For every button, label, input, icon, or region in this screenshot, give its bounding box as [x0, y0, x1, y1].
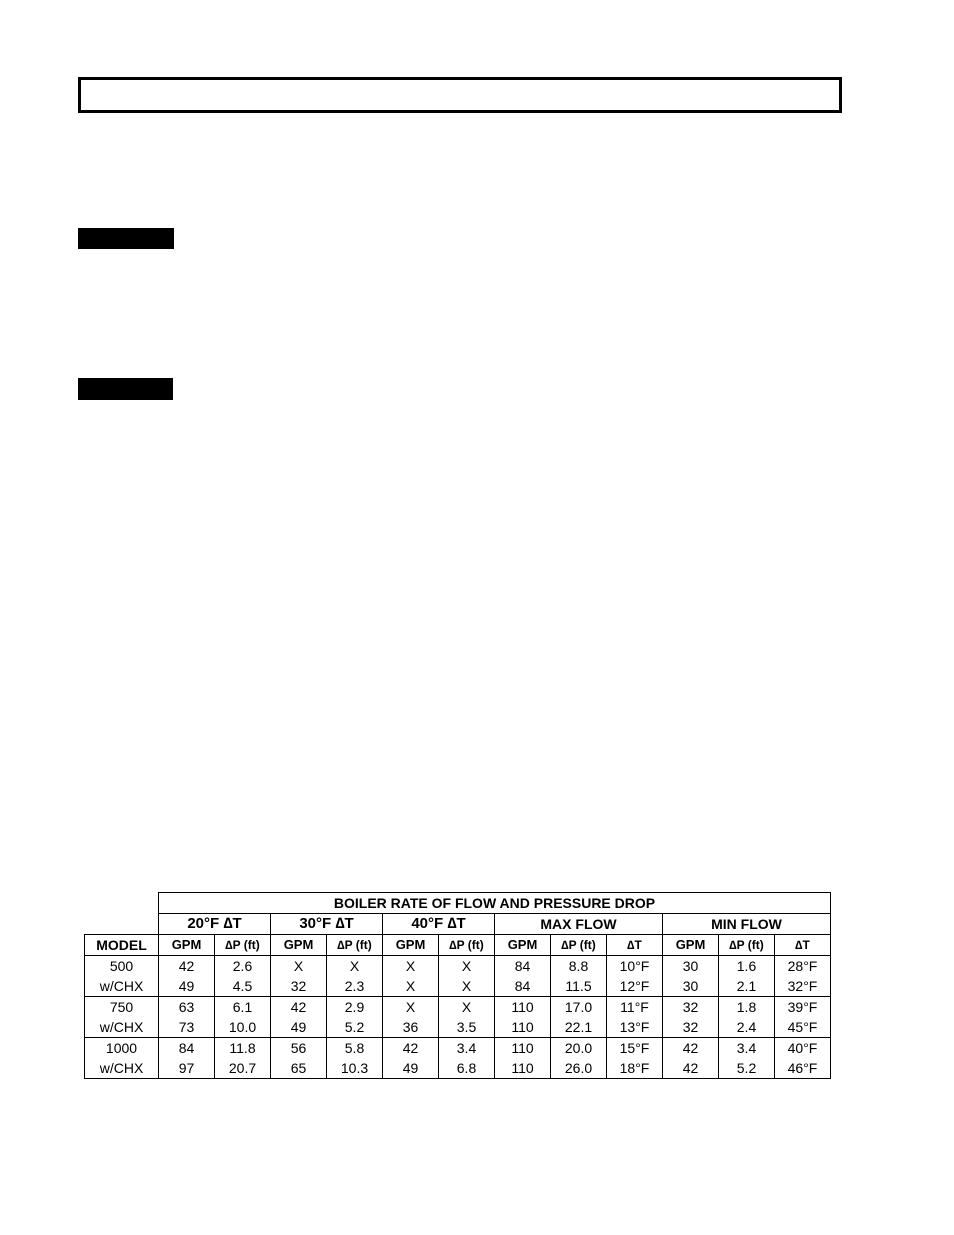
table-cell: 5.2	[327, 1017, 383, 1038]
table-cell: 42	[159, 956, 215, 977]
column-header-row	[85, 935, 831, 956]
table-cell: 18°F	[607, 1058, 663, 1079]
group-header-min-flow: MIN FLOW	[663, 914, 831, 935]
column-header-model: MODEL	[85, 935, 159, 956]
column-header: GPM	[495, 935, 551, 956]
table-cell: 12°F	[607, 976, 663, 997]
table-cell: 2.6	[215, 956, 271, 977]
table-title: BOILER RATE OF FLOW AND PRESSURE DROP	[159, 893, 831, 914]
table-row	[85, 1058, 831, 1079]
table-cell: X	[271, 956, 327, 977]
table-cell: 10.3	[327, 1058, 383, 1079]
table-cell: X	[383, 976, 439, 997]
table-cell: 17.0	[551, 997, 607, 1018]
section-heading-bar-2	[78, 378, 173, 400]
table-cell: 6.8	[439, 1058, 495, 1079]
table-cell: 2.9	[327, 997, 383, 1018]
model-cell: w/CHX	[85, 1058, 159, 1079]
table-cell: 56	[271, 1038, 327, 1059]
table-cell: 32	[271, 976, 327, 997]
table-corner-2	[85, 914, 159, 935]
table-cell: 84	[159, 1038, 215, 1059]
table-cell: 3.5	[439, 1017, 495, 1038]
model-cell: 1000	[85, 1038, 159, 1059]
group-header-row	[85, 914, 831, 935]
table-cell: X	[439, 956, 495, 977]
group-header-40f: 40°F ∆T	[383, 914, 495, 935]
column-header: ∆P (ft)	[719, 935, 775, 956]
table-row	[85, 997, 831, 1018]
table-cell: 30	[663, 976, 719, 997]
table-cell: X	[327, 956, 383, 977]
table-cell: 11.8	[215, 1038, 271, 1059]
table-cell: 63	[159, 997, 215, 1018]
column-header: GPM	[663, 935, 719, 956]
table-cell: 15°F	[607, 1038, 663, 1059]
table-cell: 28°F	[775, 956, 831, 977]
table-cell: 46°F	[775, 1058, 831, 1079]
table-cell: 8.8	[551, 956, 607, 977]
table-cell: 6.1	[215, 997, 271, 1018]
column-header: ∆T	[775, 935, 831, 956]
table-cell: 110	[495, 1058, 551, 1079]
table-cell: 40°F	[775, 1038, 831, 1059]
table-cell: 30	[663, 956, 719, 977]
table-cell: 110	[495, 1038, 551, 1059]
column-header: GPM	[383, 935, 439, 956]
column-header: ∆T	[607, 935, 663, 956]
model-cell: 500	[85, 956, 159, 977]
table-row	[85, 1017, 831, 1038]
table-cell: 4.5	[215, 976, 271, 997]
table-cell: 22.1	[551, 1017, 607, 1038]
table-cell: 3.4	[439, 1038, 495, 1059]
table-cell: 2.4	[719, 1017, 775, 1038]
table-cell: 39°F	[775, 997, 831, 1018]
table-cell: 32	[663, 997, 719, 1018]
table-cell: 5.2	[719, 1058, 775, 1079]
table-cell: 32°F	[775, 976, 831, 997]
table-cell: X	[439, 997, 495, 1018]
table-cell: 49	[271, 1017, 327, 1038]
table-cell: X	[439, 976, 495, 997]
table-cell: 11.5	[551, 976, 607, 997]
table-cell: 49	[159, 976, 215, 997]
model-cell: w/CHX	[85, 976, 159, 997]
table-cell: 65	[271, 1058, 327, 1079]
table-cell: 2.1	[719, 976, 775, 997]
table-cell: 2.3	[327, 976, 383, 997]
table-cell: 110	[495, 1017, 551, 1038]
table-cell: 42	[383, 1038, 439, 1059]
model-cell: w/CHX	[85, 1017, 159, 1038]
table-cell: 84	[495, 956, 551, 977]
flow-pressure-table	[84, 892, 831, 1079]
table-cell: 97	[159, 1058, 215, 1079]
column-header: GPM	[271, 935, 327, 956]
table-cell: 20.0	[551, 1038, 607, 1059]
table-cell: 110	[495, 997, 551, 1018]
table-row	[85, 956, 831, 977]
table-cell: 42	[271, 997, 327, 1018]
table-row	[85, 1038, 831, 1059]
table-cell: 1.8	[719, 997, 775, 1018]
group-header-max-flow: MAX FLOW	[495, 914, 663, 935]
title-box	[78, 77, 842, 113]
table-cell: X	[383, 997, 439, 1018]
column-header: GPM	[159, 935, 215, 956]
table-cell: 32	[663, 1017, 719, 1038]
column-header: ∆P (ft)	[215, 935, 271, 956]
column-header: ∆P (ft)	[551, 935, 607, 956]
table-cell: 10°F	[607, 956, 663, 977]
table-cell: 36	[383, 1017, 439, 1038]
group-header-20f: 20°F ∆T	[159, 914, 271, 935]
column-header: ∆P (ft)	[439, 935, 495, 956]
table-cell: 10.0	[215, 1017, 271, 1038]
section-heading-bar-1	[78, 228, 174, 249]
table-cell: 20.7	[215, 1058, 271, 1079]
table-corner	[85, 893, 159, 914]
table-cell: X	[383, 956, 439, 977]
table-cell: 42	[663, 1058, 719, 1079]
column-header: ∆P (ft)	[327, 935, 383, 956]
group-header-30f: 30°F ∆T	[271, 914, 383, 935]
table-cell: 26.0	[551, 1058, 607, 1079]
table-cell: 5.8	[327, 1038, 383, 1059]
table-row	[85, 976, 831, 997]
table-cell: 11°F	[607, 997, 663, 1018]
table-cell: 73	[159, 1017, 215, 1038]
table-cell: 3.4	[719, 1038, 775, 1059]
model-cell: 750	[85, 997, 159, 1018]
table-cell: 84	[495, 976, 551, 997]
table-cell: 42	[663, 1038, 719, 1059]
table-cell: 13°F	[607, 1017, 663, 1038]
table-cell: 1.6	[719, 956, 775, 977]
table-cell: 49	[383, 1058, 439, 1079]
table-title-row	[85, 893, 831, 914]
table-cell: 45°F	[775, 1017, 831, 1038]
